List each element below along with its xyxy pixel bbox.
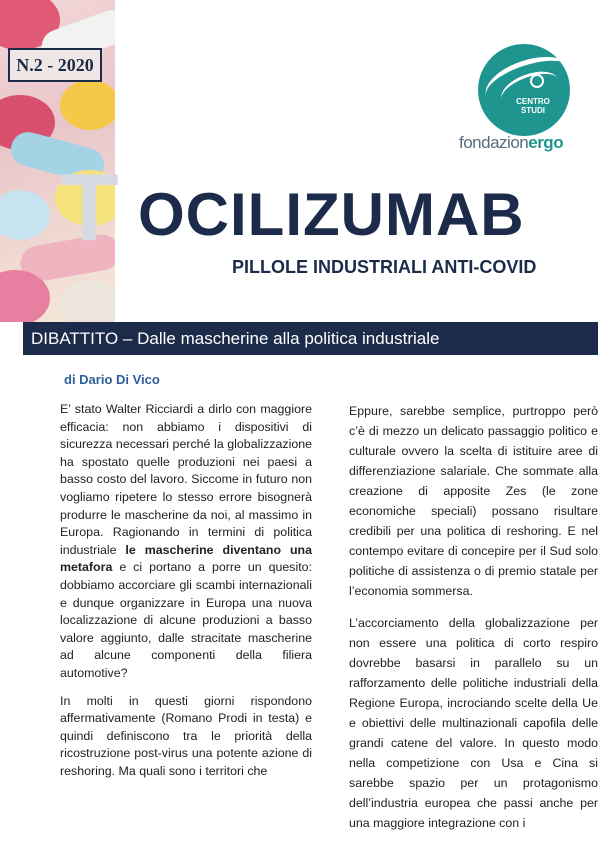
paragraph-bold: le mascherine diventano una metafora	[60, 542, 312, 575]
article-author: di Dario Di Vico	[64, 372, 160, 387]
pill-shape	[60, 280, 115, 322]
pill-shape	[0, 190, 50, 240]
logo-ring	[530, 74, 544, 88]
section-heading: DIBATTITO – Dalle mascherine alla politica industriale	[23, 322, 598, 355]
brand-bold: ergo	[528, 133, 564, 152]
paragraph: In molti in questi giorni rispondono affermativamente (Romano Prodi in testa) e quindi definiscono tra le priorità della ricostruzione post-virus una potente azione di reshoring. Ma quali sono i territori che	[60, 693, 312, 778]
logo-line1: CENTRO	[516, 97, 550, 106]
article-column-right	[349, 401, 598, 845]
title-rest: OCILIZUMAB	[138, 181, 525, 248]
newsletter-title	[60, 154, 600, 261]
paragraph-text: E’ stato Walter Ricciardi a dirlo con maggiore efficacia: non abbiamo i dispositivi di sicurezza necessari perché la globalizzazione ha spostato quelle produzioni nei paesi a basso costo del lavoro. Siccome in futuro non vogliamo ripetere lo stesso errore bisognerà produrre le mascherine da noi, al massimo in Europa. Ragionando in termini di politica industriale	[60, 402, 312, 557]
paragraph	[60, 401, 312, 683]
pill-shape	[60, 80, 115, 130]
paragraph: Eppure, sarebbe semplice, purtroppo però c’è di mezzo un delicato passaggio politico e culturale ovvero la scelta di istituire aree di differenziazione salariale. Che sommate alla creazione di apposite Zes (le zone economiche speciali) possano risultare credibili per una politica di reshoring. E nel contempo evitare di concepire per il Sud solo politiche di assistenza o di premio statale per l’economia sommersa.	[349, 404, 598, 598]
newsletter-subtitle: PILLOLE INDUSTRIALI ANTI-COVID	[232, 257, 537, 277]
issue-badge: N.2 - 2020	[8, 48, 102, 82]
brand-name	[459, 133, 599, 153]
centro-studi-logo-icon	[478, 44, 570, 136]
article-column-left	[60, 401, 312, 790]
logo-line2: STUDI	[521, 106, 545, 115]
brand-light: fondazion	[459, 133, 529, 152]
logo-caption	[503, 97, 563, 115]
paragraph-text: e ci portano a porre un quesito: dobbiamo accorciare gli scambi internazionali e dunque organizzare in Europa una nuova localizzazione di alcune produzioni a basso valore aggiunto, dalle stracitate mascherine ad alcune componenti della filiera automotive?	[60, 560, 312, 680]
title-initial: T	[60, 154, 119, 261]
paragraph: L’accorciamento della globalizzazione per non essere una politica di corto respiro dovrebbe basarsi in parallelo su un rafforzamento delle politiche industriali della Regione Europa, incrociando scelte della Ue e obiettivi delle multinazionali capofila delle grandi catene del valore. In questo modo nella competizione con Usa e Cina si sarebbe spazio per un protagonismo dell’industria europea che passi anche per una maggiore integrazione con i	[349, 616, 598, 830]
